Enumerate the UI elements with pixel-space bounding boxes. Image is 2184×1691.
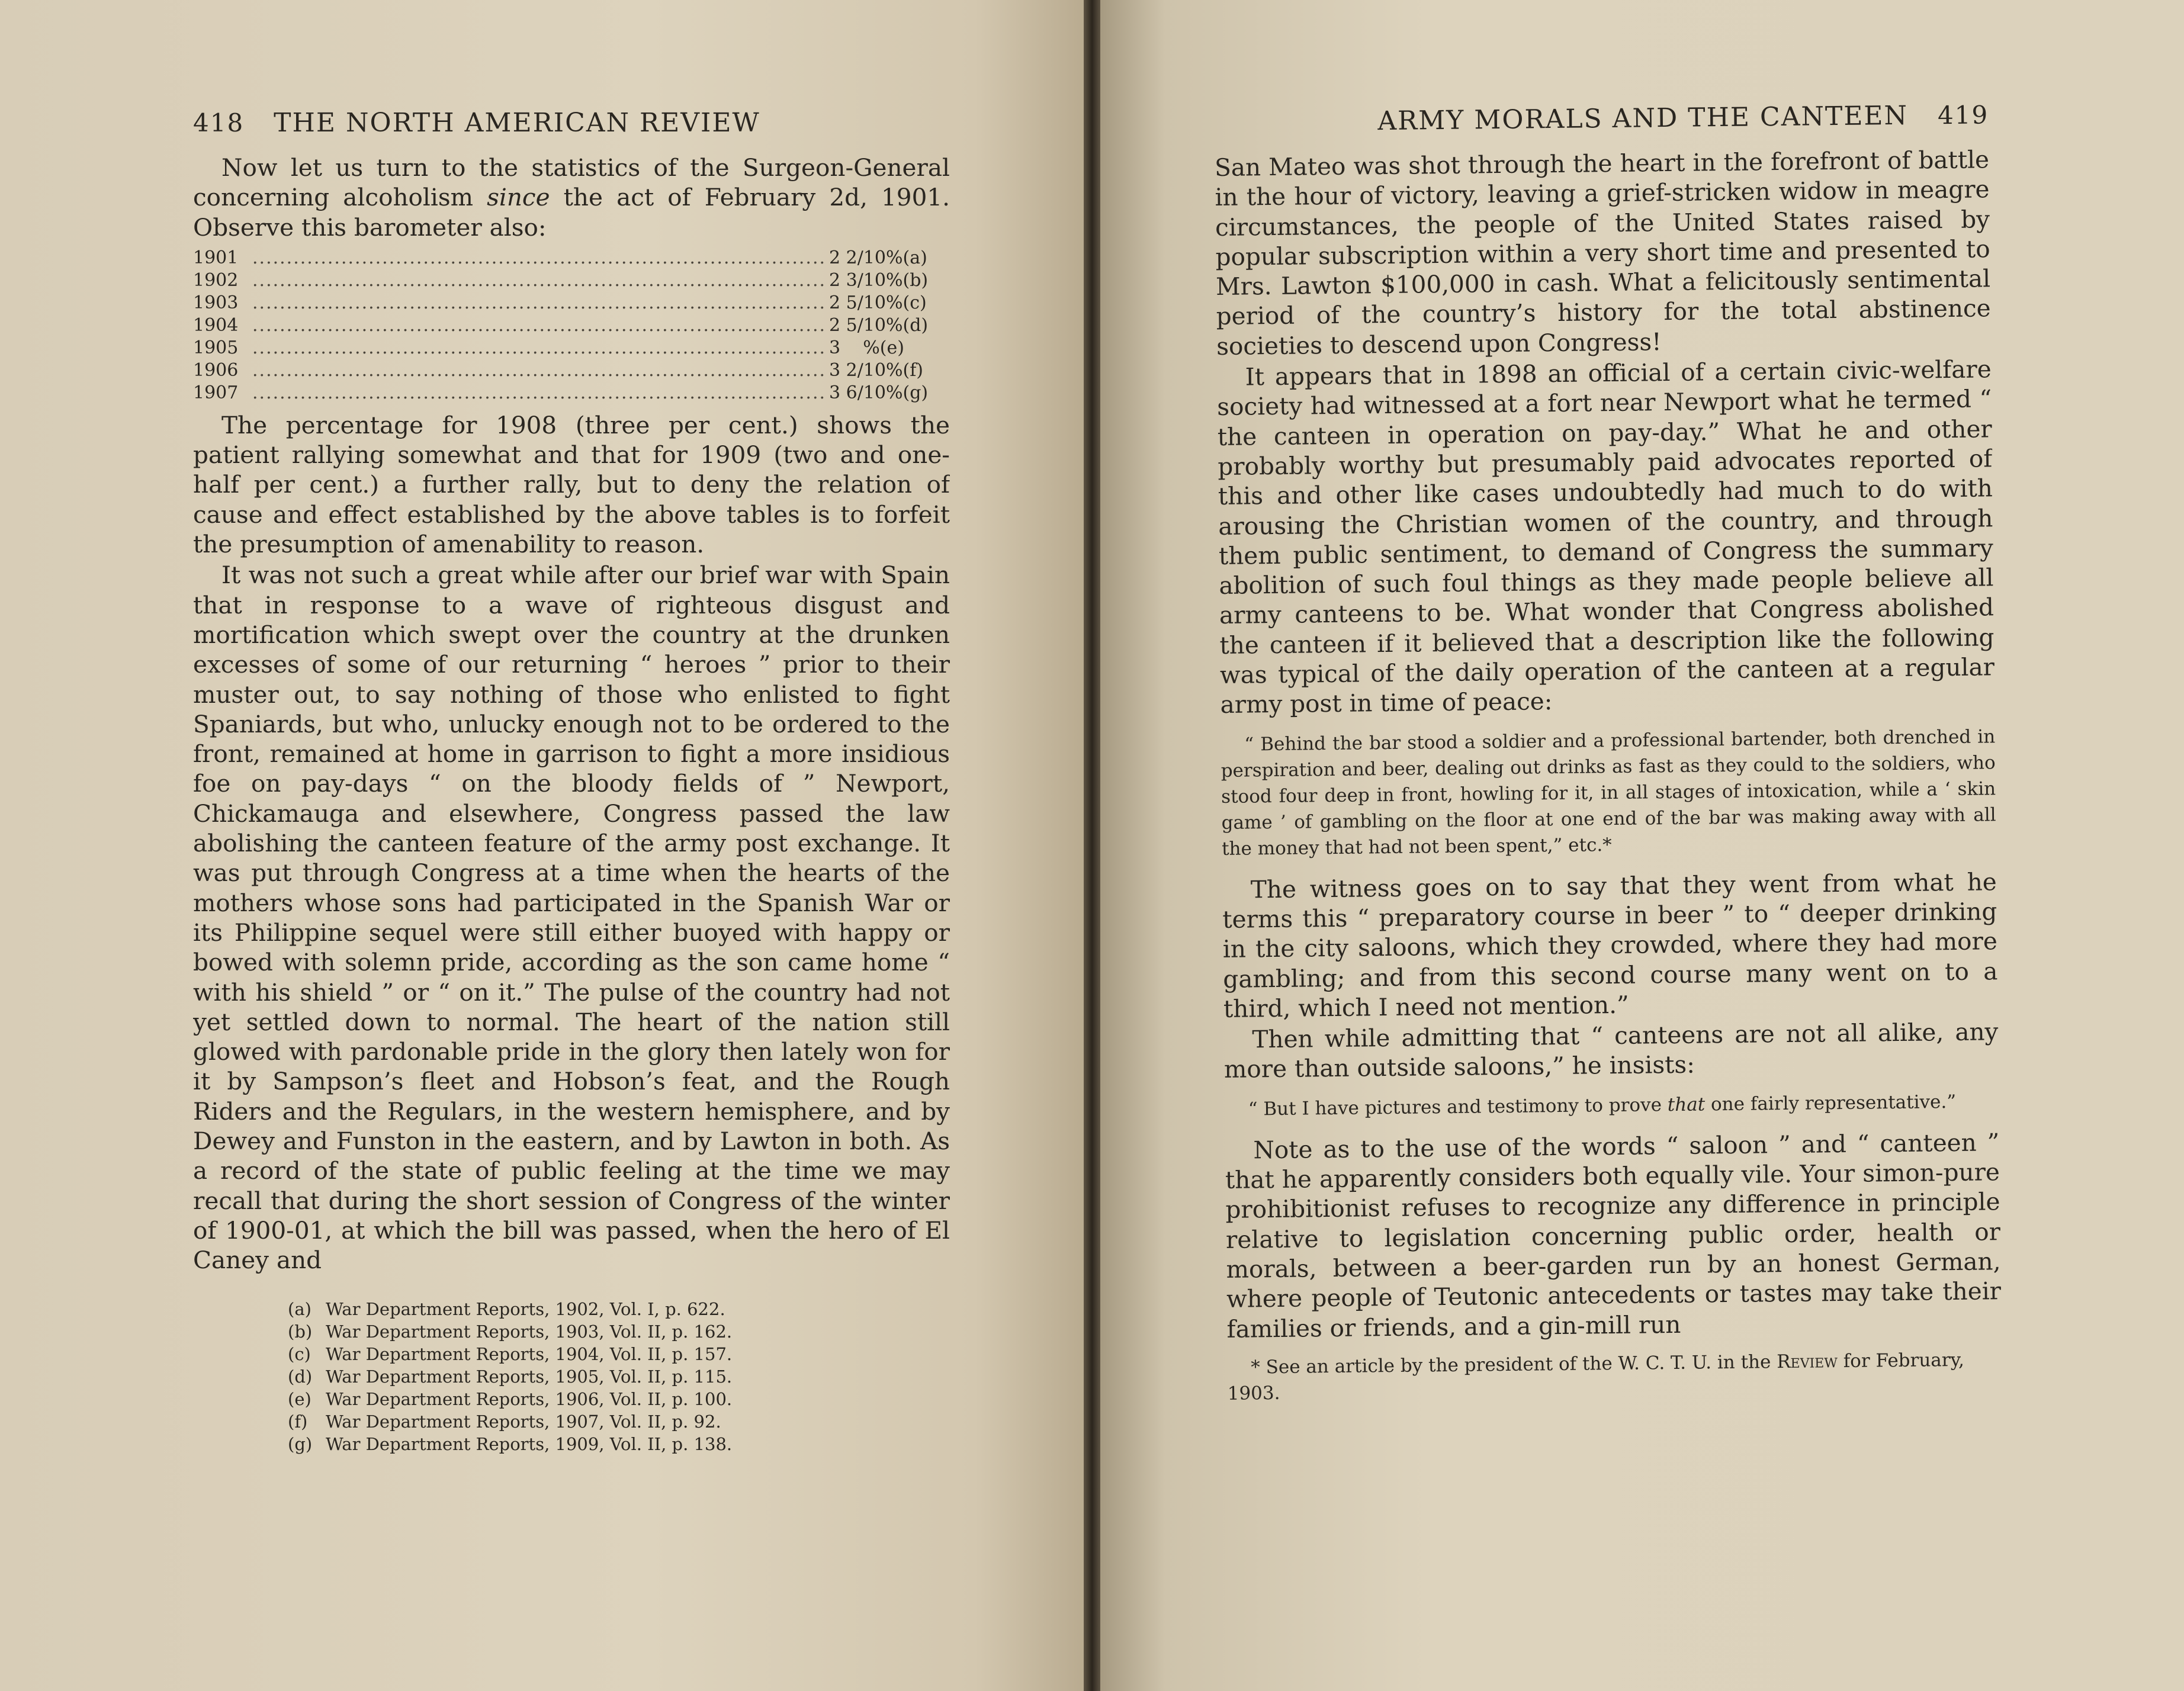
statistics-row: 1901 ..... 2 2/10%(a) (193, 247, 950, 269)
left-body (193, 153, 950, 1275)
statistics-row: 1904 ..... 2 5/10%(d) (193, 314, 950, 337)
statistics-row: 1907 ..... 3 6/10%(g) (193, 382, 950, 404)
statistics-row: 1906 ..... 3 2/10%(f) (193, 359, 950, 382)
left-running-head (193, 108, 950, 144)
right-body-continued (1222, 867, 1999, 1085)
body-paragraph: It was not such a great while after our brief war with Spain that in response to a wave of righteous disgust and mortification which swept over the country at the drunken excesses of some of our returning “ heroes ” prior to their muster out, to say nothing of those who enlisted to fight Spaniards, but who, unlucky enough not to be ordered to the front, remained at home in garrison to fight a more insidious foe on pay-days “ on the bloody fields of ” Newport, Chickamauga and elsewhere, Congress passed the law abolishing the canteen feature of the army post exchange. It was put through Congress at a time when the hearts of the mothers whose sons had participated in the Spanish War or its Philippine sequel were still either buoyed with happy or bowed with solemn pride, according as the son came home “ with his shield ” or “ on it.” The pulse of the country had not yet settled down to normal. The heart of the nation still glowed with pardonable pride in the glory then lately won for it by Sampson’s fleet and Hobson’s feat, and the Rough Riders and the Regulars, in the western hemisphere, and by Dewey and Funston in the eastern, and by Lawton in both. As a record of the state of public feeling at the time we may recall that during the short session of Congress of the winter of 1900-01, at which the bill was passed, when the hero of El Caney and (193, 561, 950, 1275)
left-page-number: 418 (193, 108, 245, 137)
right-text-column (1214, 99, 2005, 1647)
footnote: (b) War Department Reports, 1903, Vol. II, p. 162. (288, 1321, 733, 1342)
right-running-title: ARMY MORALS AND THE CANTEEN (1377, 100, 1909, 137)
left-text-column (193, 108, 950, 1647)
body-paragraph: Then while admitting that “ canteens are not all alike, any more than outside saloons,” he insists: (1223, 1017, 1999, 1084)
book-gutter (1084, 0, 1100, 1691)
footnote: (c) War Department Reports, 1904, Vol. II, p. 157. (288, 1343, 733, 1364)
footnote: (e) War Department Reports, 1906, Vol. II, p. 100. (288, 1388, 733, 1409)
body-paragraph: Note as to the use of the words “ saloon ” and “ canteen ” that he apparently considers both equally vile. Your simon-pure prohibitionist refuses to recognize any difference in principle relative to legislation concerning public order, health or morals, between a beer-garden run by an honest German, where people of Teutonic antecedents or tastes may take their families or friends, and a gin-mill run (1225, 1127, 2002, 1343)
statistics-row: 1903 ..... 2 5/10%(c) (193, 292, 950, 314)
right-page-number: 419 (1937, 100, 1989, 130)
right-body (1215, 144, 1995, 719)
left-running-title: THE NORTH AMERICAN REVIEW (274, 108, 760, 138)
footnote: (g) War Department Reports, 1909, Vol. II, p. 138. (288, 1433, 733, 1454)
footnote: (a) War Department Reports, 1902, Vol. I, p. 622. (288, 1298, 725, 1319)
statistics-table (193, 247, 950, 404)
footnote: (f) War Department Reports, 1907, Vol. II, p. 92. (288, 1411, 721, 1432)
block-quote: “ But I have pictures and testimony to prove that one fairly representative.” (1248, 1091, 1957, 1120)
intro-paragraph: Now let us turn to the statistics of the Surgeon-General concerning alcoholism since the act of February 2d, 1901. Observe this barometer also: (193, 153, 950, 242)
body-paragraph: The witness goes on to say that they went from what he terms this “ preparatory course in beer ” to “ deeper drinking in the city saloons, which they crowded, where they had more gambling; and from this second course many went on to a third, which I need not mention.” (1222, 867, 1998, 1023)
right-body-final (1225, 1127, 2002, 1344)
right-running-head (1214, 99, 1989, 144)
body-paragraph: The percentage for 1908 (three per cent.) shows the patient rallying somewhat and that for 1909 (two and one-half per cent.) a further rally, but to deny the relation of cause and effect established by the above tables is to forfeit the presumption of amenability to reason. (193, 410, 950, 559)
footnote: (d) War Department Reports, 1905, Vol. II, p. 115. (288, 1366, 733, 1387)
left-page (0, 0, 1084, 1691)
statistics-row: 1905 ..... 3 %(e) (193, 337, 950, 359)
left-footnotes (288, 1298, 950, 1455)
block-quote: “ Behind the bar stood a soldier and a professional bartender, both drenched in perspiration and beer, dealing out drinks as fast as they could to the soldiers, who stood four deep in front, howling for it, in all stages of intoxication, while a ‘ skin game ’ of gambling on the floor at one end of the bar was making away with all the money that had not been spent,” etc.* (1221, 725, 1996, 860)
right-footnote: * See an article by the president of the W. C. T. U. in the Review for February, 1903. (1227, 1349, 1965, 1404)
statistics-row: 1902 ..... 2 3/10%(b) (193, 269, 950, 292)
body-paragraph: It appears that in 1898 an official of a certain civic-welfare society had witnessed at a fort near Newport what he termed “ the canteen in operation on pay-day.” What he and other probably worthy but presumably paid advocates reported of this and other like cases undoubtedly had much to do with arousing the Christian women of the country, and through them public sentiment, to demand of Congress the summary abolition of such foul things as they made people believe all army canteens to be. What wonder that Congress abolished the canteen if it believed that a description like the following was typical of the daily operation of the canteen at a regular army post in time of peace: (1217, 355, 1995, 719)
body-paragraph: San Mateo was shot through the heart in the forefront of battle in the hour of victory, leaving a grief-stricken widow in meagre circumstances, the people of the United States raised by popular subscription within a very short time and presented to Mrs. Lawton $100,000 in cash. What a felicitously sentimental period of the country’s history for the total abstinence societies to descend upon Congress! (1214, 145, 1991, 361)
